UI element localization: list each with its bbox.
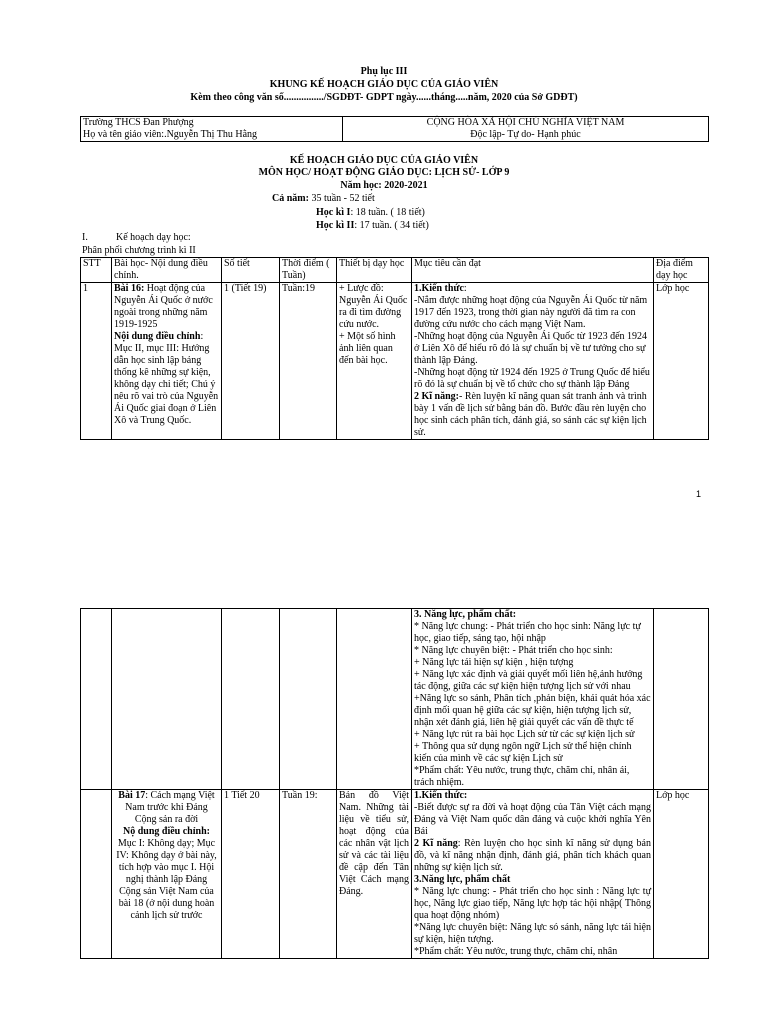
- skills-text: : Rèn luyện cho học sinh kĩ năng sử dụng bản đồ, và kĩ năng nhận định, đánh giá, phân tích khách quan những sự kiện lịch sử.: [414, 838, 651, 873]
- knowledge-item: -Những hoạt động của Nguyễn Ái Quốc từ 1923 đến 1924 ở Liên Xô để hiểu rõ đó là sự chuẩn bị về tư tưởng cho sự thành lập Đảng.: [414, 331, 648, 366]
- adjust-title: Nội dung điều chỉnh: [114, 331, 201, 342]
- competency-line: * Năng lực chuyên biệt: - Phát triển cho học sinh:: [414, 645, 613, 656]
- week-cell: Tuần:19: [280, 283, 337, 440]
- hk2-label: Học kì II: [316, 220, 355, 231]
- objectives-cell: [412, 283, 654, 440]
- table-row: [81, 283, 709, 440]
- column-header: Thời điểm ( Tuần): [280, 258, 337, 283]
- knowledge-title: 1.Kiến thức: [414, 283, 464, 294]
- school-year: [0, 180, 768, 192]
- info-table: [80, 116, 709, 142]
- plan-subject: MÔN HỌC/ HOẠT ĐỘNG GIÁO DỤC: LỊCH SỬ- LỚP 9: [258, 167, 510, 178]
- competency-line: *Phẩm chất: Yêu nước, trung thực, chăm chỉ, nhân: [414, 946, 618, 957]
- competency-cell: [412, 609, 654, 790]
- national-header: [343, 117, 709, 142]
- competency-line: * Năng lực chung: - Phát triển cho học sinh: Năng lực tự học, giao tiếp, sáng tạo, hội nhập: [414, 621, 641, 644]
- school-year-value: 2020-2021: [384, 180, 428, 191]
- total-year: [272, 193, 375, 205]
- skills-title: 2 Kĩ năng: [414, 838, 458, 849]
- framework-title: KHUNG KẾ HOẠCH GIÁO DỤC CỦA GIÁO VIÊN: [269, 79, 499, 90]
- competency-title: 3.Năng lực, phẩm chất: [414, 874, 511, 885]
- objectives-cell: [412, 790, 654, 959]
- competency-line: + Thông qua sử dụng ngôn ngữ Lịch sử thể hiện chính kiến của mình về các sự kiện Lịch sử: [414, 741, 632, 764]
- lesson-text: : Cách mạng Việt Nam trước khi Đảng Cộng sản ra đời: [125, 790, 215, 825]
- column-header: STT: [81, 258, 112, 283]
- adjust-title: Nộ dung điều chỉnh:: [123, 826, 210, 837]
- column-header: Mục tiêu cần đạt: [412, 258, 654, 283]
- competency-line: + Năng lực tái hiện sự kiện , hiện tượng: [414, 657, 574, 668]
- lesson-title: Bài 16:: [114, 283, 145, 294]
- section-number: I.: [82, 232, 88, 243]
- plan-table-continued: [80, 608, 709, 959]
- knowledge-item: -Những hoạt động từ 1924 đến 1925 ở Trung Quốc để hiểu rõ đó là sự chuẩn bị về tổ chức cho sự thành lập Đảng: [414, 367, 650, 390]
- place-cell: Lớp học: [654, 283, 709, 440]
- hk2-value: : 17 tuần. ( 34 tiết): [354, 220, 429, 231]
- teacher-name: Họ và tên giáo viên:.Nguyễn Thị Thu Hằng: [83, 129, 258, 140]
- competency-line: +Năng lực so sánh, Phân tích ,phản biện, khái quát hóa xác định mối quan hệ giữa các sự kiện, hiện tượng lịch sử, nhận xét đánh giá, liên hệ giải quyết các vấn đề thực tế: [414, 693, 651, 728]
- competency-line: + Năng lực rút ra bài học Lịch sử từ các sự kiện lịch sử: [414, 729, 635, 740]
- lesson-cell: [112, 790, 222, 959]
- table-row: [81, 609, 709, 790]
- plan-title: KẾ HOẠCH GIÁO DỤC CỦA GIÁO VIÊN: [289, 155, 479, 166]
- section-heading: Kế hoạch dạy học:: [116, 232, 191, 243]
- competency-line: * Năng lực chung: - Phát triển cho học sinh : Năng lực tự học, Năng lực giao tiếp, Năng lực hợp tác hội nhập( Thông qua hoạt động nhóm): [414, 886, 651, 921]
- page-number: 1: [696, 489, 702, 499]
- table-header-row: [81, 258, 709, 283]
- column-header: Thiết bị dạy học: [337, 258, 412, 283]
- table-row: [81, 790, 709, 959]
- school-year-label: Năm học:: [340, 180, 385, 191]
- republic-name: CỘNG HÒA XÃ HỘI CHỦ NGHĨA VIỆT NAM: [426, 117, 625, 128]
- periods-cell: 1 Tiết 20: [222, 790, 280, 959]
- competency-line: + Năng lực xác định và giải quyết mối liên hệ,ảnh hưởng tác động, giữa các sự kiện hiện tượng lịch sử với nhau: [414, 669, 643, 692]
- row-number: 1: [81, 283, 112, 440]
- page-2: [0, 600, 768, 1024]
- hk1-value: : 18 tuần. ( 18 tiết): [350, 207, 425, 218]
- lesson-cell: [112, 283, 222, 440]
- lesson-title: Bài 17: [118, 790, 146, 801]
- equipment-cell: + Lược đồ: Nguyễn Ái Quốc ra đi tìm đường cứu nước. + Một số hình ảnh liên quan đến bài học.: [337, 283, 412, 440]
- national-motto: Độc lập- Tự do- Hạnh phúc: [470, 129, 581, 140]
- total-value: 35 tuần - 52 tiết: [308, 193, 375, 204]
- column-header: Địa điểm dạy học: [654, 258, 709, 283]
- week-cell: Tuần 19:: [280, 790, 337, 959]
- hk1-label: Học kì I: [316, 207, 351, 218]
- plan-table: [80, 257, 709, 440]
- semester-2: [316, 220, 429, 232]
- total-label: Cả năm:: [272, 193, 309, 204]
- column-header: Số tiết: [222, 258, 280, 283]
- knowledge-colon: :: [463, 283, 467, 294]
- lesson-text: Hoạt động của Nguyễn Ái Quốc ở nước ngoài trong những năm 1919-1925: [114, 283, 213, 330]
- periods-cell: 1 (Tiết 19): [222, 283, 280, 440]
- adjust-text: : Mục II, mục III: Hướng dẫn học sinh lập bảng thống kê những sự kiện, không dạy chi tiết; Chú ý nêu rõ vai trò của Nguyễn Ái Quốc giai đoạn ở Liên Xô và Trung Quốc.: [114, 331, 219, 426]
- knowledge-title: 1.Kiến thức:: [414, 790, 468, 801]
- competency-line: *Năng lực chuyên biệt: Năng lực só sánh, năng lực tái hiện sự kiện, hiện tượng.: [414, 922, 651, 945]
- competency-line: *Phẩm chất: Yêu nước, trung thực, chăm chỉ, nhân ái, trách nhiệm.: [414, 765, 630, 788]
- place-cell: Lớp học: [654, 790, 709, 959]
- dispatch-reference: Kèm theo công văn số................/SGDĐT- GDPT ngày......tháng.....năm, 2020 của Sở GDĐT): [190, 92, 578, 103]
- distribution-label: Phân phối chương trình kì II: [82, 245, 196, 256]
- semester-1: [316, 207, 425, 219]
- knowledge-text: -Biết được sự ra đời và hoạt động của Tân Việt cách mạng Đảng và Việt Nam quốc dân đảng và cuộc khởi nghĩa Yên Bái: [414, 802, 651, 837]
- skills-title: 2 Kĩ năng:: [414, 391, 460, 402]
- school-name: Trường THCS Đan Phượng: [83, 117, 194, 128]
- knowledge-item: -Nắm được những hoạt động của Nguyễn Ái Quốc từ năm 1917 đến 1923, trong thời gian này người đã tìm ra con đường cứu nước cho cách mạng Việt Nam.: [414, 295, 648, 330]
- appendix-label: Phụ lục III: [360, 66, 408, 77]
- equipment-cell: Bản đồ Việt Nam. Những tài liệu về tiểu sử, hoạt động của các nhân vật lịch sử và các tài liệu đề cập đến Tân Việt Cách mạng Đảng.: [337, 790, 412, 959]
- school-info: [81, 117, 343, 142]
- skills-text: - Rèn luyện kĩ năng quan sát tranh ảnh và trình bày 1 vấn đề lịch sử bằng bản đồ. Bước đầu rèn luyện cho học sinh cách phân tích, đánh giá, so sánh các sự kiện lịch sử.: [414, 391, 647, 438]
- adjust-text: Mục I: Không dạy; Mục IV: Không dạy ở bài này, tích hợp vào mục I. Hội nghị thành lập Đảng Cộng sản Việt Nam của bài 18 (ở nội dung hoàn cảnh lịch sử trước: [116, 838, 217, 921]
- competency-title: 3. Năng lực, phẩm chất:: [414, 609, 517, 620]
- column-header: Bài học- Nội dung điều chỉnh.: [112, 258, 222, 283]
